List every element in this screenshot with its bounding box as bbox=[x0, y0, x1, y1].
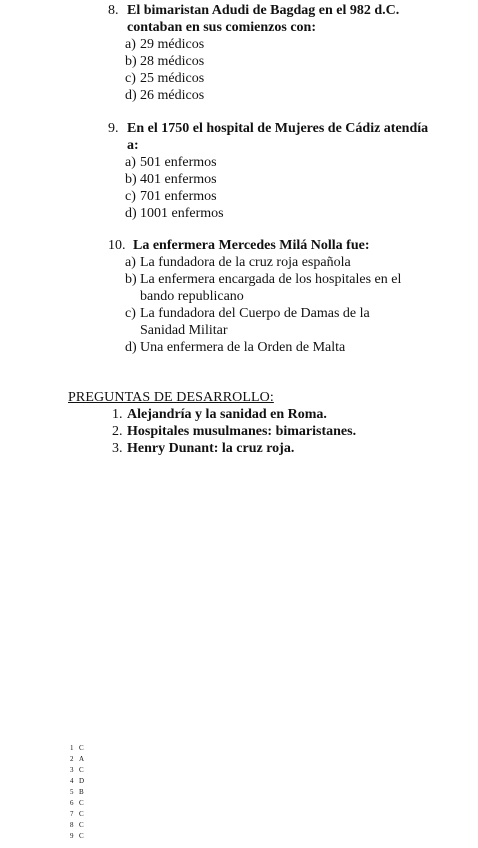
answer-row bbox=[70, 765, 85, 776]
question-number: 10. bbox=[108, 238, 126, 253]
answer-row bbox=[70, 831, 85, 842]
development-text: Hospitales musulmanes: bimaristanes. bbox=[127, 424, 357, 439]
option-d bbox=[108, 87, 438, 104]
question-10 bbox=[108, 237, 408, 356]
development-text: Henry Dunant: la cruz roja. bbox=[127, 441, 295, 456]
option-text: 701 enfermos bbox=[140, 189, 217, 204]
answer-number: 1 bbox=[70, 744, 74, 752]
answer-number: 8 bbox=[70, 821, 74, 829]
development-text: Alejandría y la sanidad en Roma. bbox=[127, 407, 327, 422]
answer-number: 6 bbox=[70, 799, 74, 807]
option-d bbox=[108, 339, 408, 356]
options-list bbox=[108, 154, 438, 222]
option-letter: d) bbox=[125, 340, 137, 355]
question-text: En el 1750 el hospital de Mujeres de Cádiz atendía a: bbox=[127, 121, 429, 153]
answer-letter: C bbox=[79, 799, 85, 807]
option-text: 26 médicos bbox=[140, 88, 205, 103]
question-9-header bbox=[108, 120, 438, 154]
answer-row bbox=[70, 754, 85, 765]
answer-letter: A bbox=[79, 755, 85, 763]
answer-letter: D bbox=[79, 777, 85, 785]
question-8-header bbox=[108, 2, 438, 36]
option-a bbox=[108, 154, 438, 171]
options-list bbox=[108, 36, 438, 104]
option-c bbox=[108, 305, 408, 339]
question-number: 8. bbox=[108, 3, 119, 18]
option-b bbox=[108, 271, 408, 305]
option-text: La fundadora del Cuerpo de Damas de la Sanidad Militar bbox=[140, 306, 370, 338]
question-10-header bbox=[108, 237, 408, 254]
option-text: Una enfermera de la Orden de Malta bbox=[140, 340, 346, 355]
question-text: La enfermera Mercedes Milá Nolla fue: bbox=[133, 238, 370, 253]
answer-number: 9 bbox=[70, 832, 74, 840]
question-8 bbox=[108, 2, 438, 104]
question-text: El bimaristan Adudi de Bagdag en el 982 d.C. contaban en sus comienzos con: bbox=[127, 3, 400, 35]
option-text: La enfermera encargada de los hospitales en el bando republicano bbox=[140, 272, 402, 304]
option-c bbox=[108, 70, 438, 87]
option-text: 29 médicos bbox=[140, 37, 205, 52]
answer-number: 4 bbox=[70, 777, 74, 785]
option-d bbox=[108, 205, 438, 222]
option-letter: d) bbox=[125, 206, 137, 221]
options-list bbox=[108, 254, 408, 356]
answer-number: 7 bbox=[70, 810, 74, 818]
option-letter: b) bbox=[125, 172, 137, 187]
option-b bbox=[108, 171, 438, 188]
answer-letter: C bbox=[79, 821, 85, 829]
answer-row bbox=[70, 820, 85, 831]
option-letter: b) bbox=[125, 54, 137, 69]
option-letter: b) bbox=[125, 272, 137, 287]
answer-row bbox=[70, 798, 85, 809]
option-a bbox=[108, 254, 408, 271]
option-text: La fundadora de la cruz roja española bbox=[140, 255, 351, 270]
development-item bbox=[112, 406, 356, 423]
development-list bbox=[112, 406, 356, 457]
answer-number: 2 bbox=[70, 755, 74, 763]
option-text: 25 médicos bbox=[140, 71, 205, 86]
option-letter: c) bbox=[125, 306, 136, 321]
answer-number: 5 bbox=[70, 788, 74, 796]
option-letter: a) bbox=[125, 37, 136, 52]
answer-row bbox=[70, 787, 85, 798]
development-number: 2. bbox=[112, 424, 123, 439]
answer-letter: C bbox=[79, 832, 85, 840]
option-c bbox=[108, 188, 438, 205]
answer-row bbox=[70, 776, 85, 787]
development-number: 3. bbox=[112, 441, 123, 456]
answer-letter: C bbox=[79, 766, 85, 774]
question-9 bbox=[108, 120, 438, 222]
development-heading: PREGUNTAS DE DESARROLLO: bbox=[68, 390, 274, 405]
question-number: 9. bbox=[108, 121, 119, 136]
option-text: 501 enfermos bbox=[140, 155, 217, 170]
option-letter: c) bbox=[125, 189, 136, 204]
answer-row bbox=[70, 809, 85, 820]
answer-key bbox=[70, 743, 85, 842]
option-letter: a) bbox=[125, 255, 136, 270]
answer-letter: B bbox=[79, 788, 85, 796]
development-item bbox=[112, 423, 356, 440]
option-b bbox=[108, 53, 438, 70]
development-item bbox=[112, 440, 356, 457]
option-letter: d) bbox=[125, 88, 137, 103]
option-letter: c) bbox=[125, 71, 136, 86]
option-text: 1001 enfermos bbox=[140, 206, 224, 221]
answer-row bbox=[70, 743, 85, 754]
option-letter: a) bbox=[125, 155, 136, 170]
answer-letter: C bbox=[79, 810, 85, 818]
answer-letter: C bbox=[79, 744, 85, 752]
answer-number: 3 bbox=[70, 766, 74, 774]
option-text: 401 enfermos bbox=[140, 172, 217, 187]
development-number: 1. bbox=[112, 407, 123, 422]
option-text: 28 médicos bbox=[140, 54, 205, 69]
option-a bbox=[108, 36, 438, 53]
